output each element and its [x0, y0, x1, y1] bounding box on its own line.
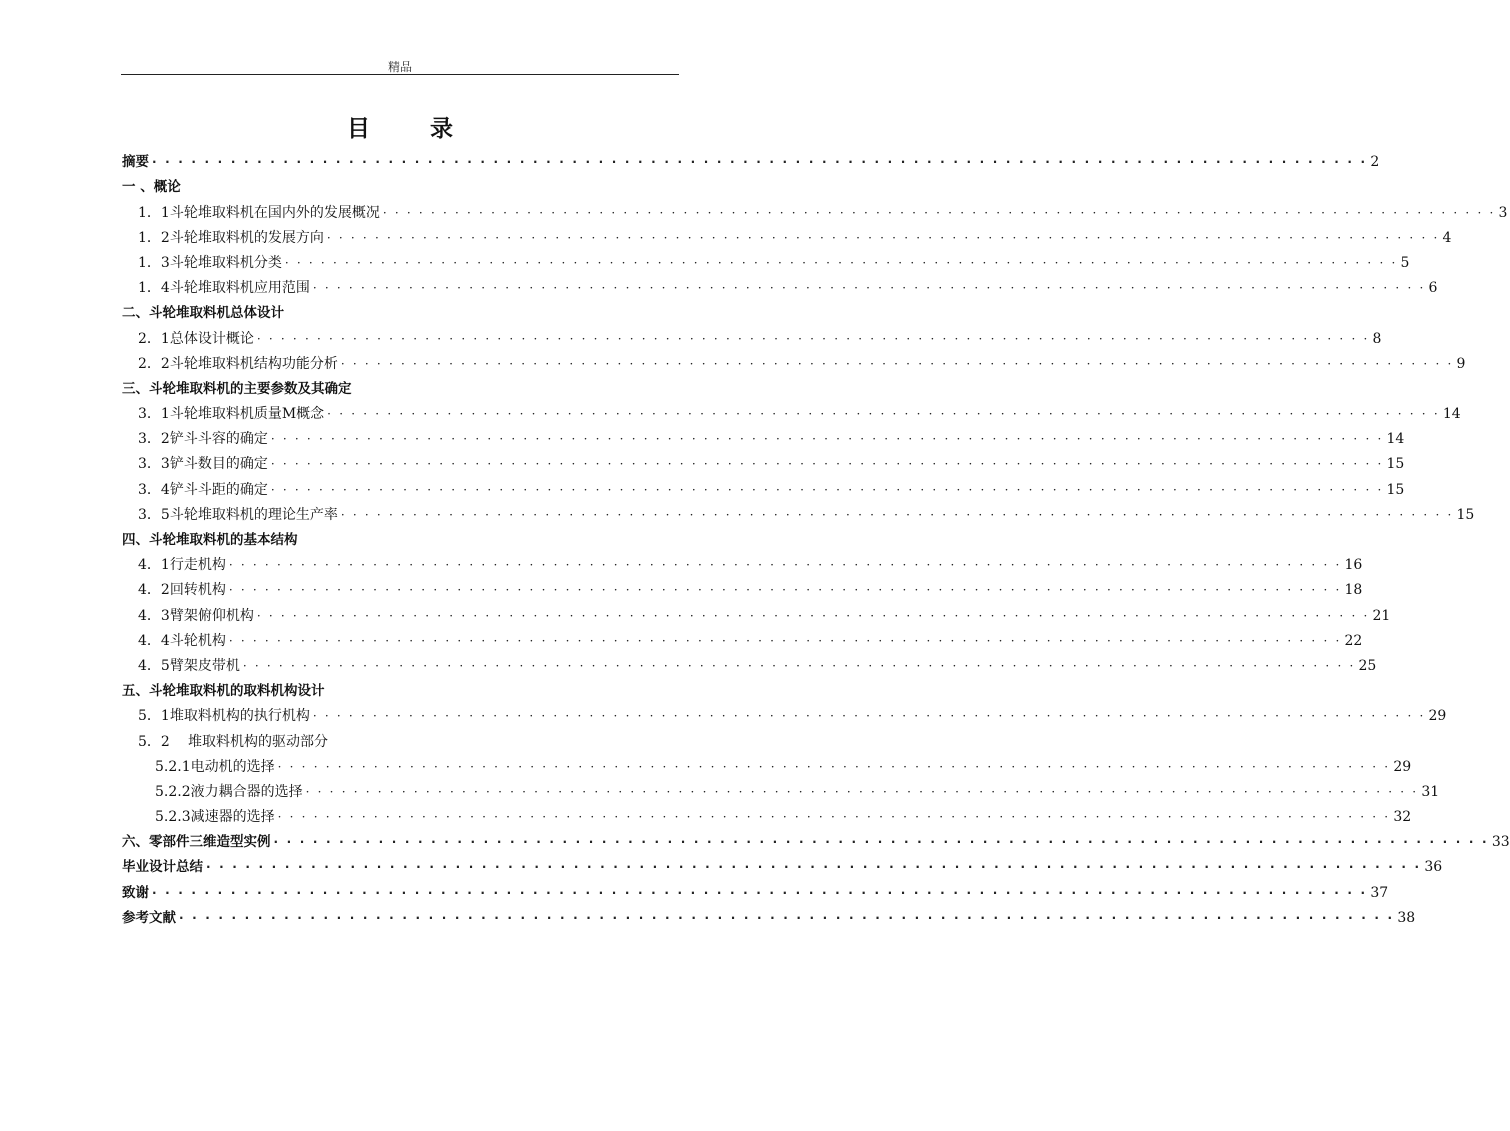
toc-entry-page: 14 [1442, 406, 1461, 423]
toc-entry-label: 液力耦合器的选择 [190, 783, 303, 800]
header-rule [121, 74, 679, 75]
toc-entry[interactable] [122, 171, 732, 196]
toc-entry-label: 一 、概论 [122, 179, 181, 196]
dot-leader: · · · · · · · · · · · · · · · · · · · · · · · · · · · · · · · · · · · · · · · · · · · · · · · · · · · · · · · · · · · · · · · · · · · · · · · · · · · · · · · · · · · · · · · · · · · · · [179, 910, 1395, 925]
toc-entry-number: 2．1 [138, 330, 170, 347]
toc-entry-page: 25 [1358, 657, 1377, 674]
toc-entry[interactable] [122, 675, 732, 700]
toc-entry-page: 8 [1372, 330, 1382, 347]
dot-leader: · · · · · · · · · · · · · · · · · · · · · · · · · · · · · · · · · · · · · · · · · · · · · · · · · · · · · · · · · · · · · · · · · · · · · · · · · · · · · · · · · · · · · · · · · · · · · [273, 835, 1489, 850]
toc-entry-label: 致谢 [122, 884, 149, 901]
toc-entry-label: 毕业设计总结 [122, 859, 203, 876]
toc-entry-label: 五、斗轮堆取料机的取料机构设计 [122, 683, 325, 700]
toc-entry-label: 电动机的选择 [190, 758, 275, 775]
toc-entry[interactable] [122, 725, 732, 750]
toc-entry-number: 1．1 [138, 204, 170, 221]
dot-leader: · · · · · · · · · · · · · · · · · · · · · · · · · · · · · · · · · · · · · · · · · · · · · · · · · · · · · · · · · · · · · · · · · · · · · · · · · · · · · · · · · · · · · · · · · · · · · [312, 709, 1426, 724]
dot-leader: · · · · · · · · · · · · · · · · · · · · · · · · · · · · · · · · · · · · · · · · · · · · · · · · · · · · · · · · · · · · · · · · · · · · · · · · · · · · · · · · · · · · · · · · · · · · · [152, 885, 1368, 900]
toc-entry-page: 31 [1421, 783, 1440, 800]
toc-entry-number: 4．4 [138, 632, 170, 649]
toc-entry-label: 斗轮堆取料机的理论生产率 [169, 506, 338, 523]
toc-entry-page: 15 [1386, 456, 1405, 473]
toc-entry-label: 堆取料机构的执行机构 [169, 708, 310, 725]
dot-leader: · · · · · · · · · · · · · · · · · · · · · · · · · · · · · · · · · · · · · · · · · · · · · · · · · · · · · · · · · · · · · · · · · · · · · · · · · · · · · · · · · · · · · · · · · · · · · [152, 155, 1368, 170]
toc-entry-page: 5 [1400, 254, 1410, 271]
page-header: 精品 [387, 60, 412, 74]
toc-entry[interactable] [122, 473, 1405, 498]
toc-entry-label: 斗轮堆取料机在国内外的发展概况 [169, 204, 380, 221]
toc-entry-page: 36 [1424, 859, 1443, 876]
toc-entry[interactable] [122, 448, 1405, 473]
toc-entry[interactable] [122, 826, 1510, 851]
dot-leader: · · · · · · · · · · · · · · · · · · · · · · · · · · · · · · · · · · · · · · · · · · · · · · · · · · · · · · · · · · · · · · · · · · · · · · · · · · · · · · · · · · · · · · · · · · · · · [277, 759, 1391, 774]
toc-entry[interactable] [122, 373, 732, 398]
toc-entry-number: 3．3 [138, 456, 170, 473]
toc-entry-number: 1．2 [138, 229, 170, 246]
dot-leader: · · · · · · · · · · · · · · · · · · · · · · · · · · · · · · · · · · · · · · · · · · · · · · · · · · · · · · · · · · · · · · · · · · · · · · · · · · · · · · · · · · · · · · · · · · · · · [206, 860, 1422, 875]
toc-entry[interactable] [122, 322, 1382, 347]
toc-entry[interactable] [122, 222, 1452, 247]
toc-entry-label: 参考文献 [122, 909, 176, 926]
toc-entry[interactable] [122, 876, 1389, 901]
toc-entry[interactable] [122, 196, 1508, 221]
toc-entry-label: 二、斗轮堆取料机总体设计 [122, 305, 284, 322]
toc-entry[interactable] [122, 423, 1405, 448]
toc-entry-page: 29 [1393, 758, 1412, 775]
toc-entry[interactable] [122, 398, 1461, 423]
toc-entry-number: 5．1 [138, 708, 170, 725]
toc-entry-number: 3．4 [138, 481, 170, 498]
table-of-contents [122, 146, 1510, 927]
toc-entry-label: 臂架俯仰机构 [169, 607, 254, 624]
toc-entry-label: 六、零部件三维造型实例 [122, 834, 271, 851]
toc-entry-page: 14 [1386, 431, 1405, 448]
dot-leader: · · · · · · · · · · · · · · · · · · · · · · · · · · · · · · · · · · · · · · · · · · · · · · · · · · · · · · · · · · · · · · · · · · · · · · · · · · · · · · · · · · · · · · · · · · · · · [277, 810, 1391, 825]
toc-entry-label: 铲斗斗容的确定 [169, 431, 268, 448]
dot-leader: · · · · · · · · · · · · · · · · · · · · · · · · · · · · · · · · · · · · · · · · · · · · · · · · · · · · · · · · · · · · · · · · · · · · · · · · · · · · · · · · · · · · · · · · · · · · · [228, 633, 1342, 648]
dot-leader: · · · · · · · · · · · · · · · · · · · · · · · · · · · · · · · · · · · · · · · · · · · · · · · · · · · · · · · · · · · · · · · · · · · · · · · · · · · · · · · · · · · · · · · · · · · · · [340, 356, 1454, 371]
dot-leader: · · · · · · · · · · · · · · · · · · · · · · · · · · · · · · · · · · · · · · · · · · · · · · · · · · · · · · · · · · · · · · · · · · · · · · · · · · · · · · · · · · · · · · · · · · · · · [270, 432, 1384, 447]
toc-entry-number: 4．2 [138, 582, 170, 599]
toc-entry-page: 4 [1442, 229, 1452, 246]
dot-leader: · · · · · · · · · · · · · · · · · · · · · · · · · · · · · · · · · · · · · · · · · · · · · · · · · · · · · · · · · · · · · · · · · · · · · · · · · · · · · · · · · · · · · · · · · · · · · [284, 255, 1398, 270]
toc-entry-number: 5．2 [138, 733, 170, 750]
dot-leader: · · · · · · · · · · · · · · · · · · · · · · · · · · · · · · · · · · · · · · · · · · · · · · · · · · · · · · · · · · · · · · · · · · · · · · · · · · · · · · · · · · · · · · · · · · · · · [327, 407, 1440, 422]
toc-entry[interactable] [122, 751, 1412, 776]
toc-entry[interactable] [122, 625, 1363, 650]
toc-entry[interactable] [122, 348, 1466, 373]
toc-entry-label: 总体设计概论 [169, 330, 254, 347]
toc-entry-page: 6 [1428, 280, 1438, 297]
toc-entry-label: 减速器的选择 [190, 809, 275, 826]
toc-title: 目 录 [346, 116, 479, 142]
toc-entry-number: 2．2 [138, 355, 170, 372]
toc-entry[interactable] [122, 549, 1363, 574]
toc-entry-label: 斗轮堆取料机的发展方向 [169, 229, 324, 246]
toc-entry[interactable] [122, 247, 1410, 272]
toc-entry-label: 斗轮堆取料机分类 [169, 254, 282, 271]
toc-entry-number: 1．3 [138, 254, 170, 271]
toc-entry[interactable] [122, 297, 732, 322]
toc-entry-page: 29 [1428, 708, 1447, 725]
toc-entry-label: 摘要 [122, 154, 149, 171]
dot-leader: · · · · · · · · · · · · · · · · · · · · · · · · · · · · · · · · · · · · · · · · · · · · · · · · · · · · · · · · · · · · · · · · · · · · · · · · · · · · · · · · · · · · · · · · · · · · · [228, 583, 1342, 598]
toc-entry[interactable] [122, 499, 1475, 524]
toc-entry-page: 15 [1456, 506, 1475, 523]
dot-leader: · · · · · · · · · · · · · · · · · · · · · · · · · · · · · · · · · · · · · · · · · · · · · · · · · · · · · · · · · · · · · · · · · · · · · · · · · · · · · · · · · · · · · · · · · · · · · [312, 281, 1426, 296]
toc-entry-label: 堆取料机构的驱动部分 [188, 733, 328, 750]
toc-entry[interactable] [122, 700, 1447, 725]
toc-entry[interactable] [122, 146, 1380, 171]
toc-entry-page: 38 [1397, 909, 1416, 926]
toc-entry[interactable] [122, 776, 1440, 801]
toc-entry-page: 3 [1498, 204, 1508, 221]
toc-entry-label: 三、斗轮堆取料机的主要参数及其确定 [122, 380, 352, 397]
dot-leader: · · · · · · · · · · · · · · · · · · · · · · · · · · · · · · · · · · · · · · · · · · · · · · · · · · · · · · · · · · · · · · · · · · · · · · · · · · · · · · · · · · · · · · · · · · · · · [340, 507, 1454, 522]
toc-entry[interactable] [122, 599, 1391, 624]
toc-entry-page: 2 [1370, 154, 1380, 171]
toc-entry-page: 37 [1370, 884, 1389, 901]
toc-entry[interactable] [122, 851, 1443, 876]
toc-entry-number: 5.2.1 [155, 758, 191, 775]
toc-entry-number: 3．5 [138, 506, 170, 523]
toc-entry-page: 16 [1344, 557, 1363, 574]
toc-entry[interactable] [122, 272, 1438, 297]
toc-entry[interactable] [122, 801, 1412, 826]
toc-entry-number: 1．4 [138, 280, 170, 297]
toc-entry-number: 5.2.3 [155, 809, 191, 826]
toc-entry-label: 斗轮堆取料机应用范围 [169, 280, 310, 297]
dot-leader: · · · · · · · · · · · · · · · · · · · · · · · · · · · · · · · · · · · · · · · · · · · · · · · · · · · · · · · · · · · · · · · · · · · · · · · · · · · · · · · · · · · · · · · · · · · · · [326, 230, 1440, 245]
toc-entry-label: 斗轮堆取料机结构功能分析 [169, 355, 338, 372]
toc-entry[interactable] [122, 902, 1416, 927]
toc-entry-number: 4．3 [138, 607, 170, 624]
dot-leader: · · · · · · · · · · · · · · · · · · · · · · · · · · · · · · · · · · · · · · · · · · · · · · · · · · · · · · · · · · · · · · · · · · · · · · · · · · · · · · · · · · · · · · · · · · · · · [270, 482, 1384, 497]
toc-entry-page: 15 [1386, 481, 1405, 498]
dot-leader: · · · · · · · · · · · · · · · · · · · · · · · · · · · · · · · · · · · · · · · · · · · · · · · · · · · · · · · · · · · · · · · · · · · · · · · · · · · · · · · · · · · · · · · · · · · · · [256, 331, 1370, 346]
dot-leader: · · · · · · · · · · · · · · · · · · · · · · · · · · · · · · · · · · · · · · · · · · · · · · · · · · · · · · · · · · · · · · · · · · · · · · · · · · · · · · · · · · · · · · · · · · · · · [256, 608, 1370, 623]
dot-leader: · · · · · · · · · · · · · · · · · · · · · · · · · · · · · · · · · · · · · · · · · · · · · · · · · · · · · · · · · · · · · · · · · · · · · · · · · · · · · · · · · · · · · · · · · · · · · [382, 205, 1496, 220]
dot-leader: · · · · · · · · · · · · · · · · · · · · · · · · · · · · · · · · · · · · · · · · · · · · · · · · · · · · · · · · · · · · · · · · · · · · · · · · · · · · · · · · · · · · · · · · · · · · · [242, 658, 1356, 673]
toc-entry-page: 21 [1372, 607, 1391, 624]
toc-entry-label: 铲斗数目的确定 [169, 456, 268, 473]
toc-entry-number: 4．1 [138, 557, 170, 574]
toc-entry-page: 9 [1456, 355, 1466, 372]
toc-entry-page: 22 [1344, 632, 1363, 649]
toc-entry-label: 四、斗轮堆取料机的基本结构 [122, 532, 298, 548]
toc-entry-page: 18 [1344, 582, 1363, 599]
toc-entry-label: 回转机构 [169, 582, 226, 599]
toc-entry-number: 4．5 [138, 657, 170, 674]
toc-entry[interactable] [122, 524, 732, 549]
toc-entry-label: 斗轮机构 [169, 632, 226, 649]
toc-entry-page: 32 [1393, 809, 1412, 826]
toc-entry-label: 行走机构 [169, 557, 226, 574]
toc-entry[interactable] [122, 574, 1363, 599]
toc-entry-label: 臂架皮带机 [169, 657, 240, 674]
toc-entry-page: 33 [1491, 834, 1510, 851]
toc-entry-number: 3．2 [138, 431, 170, 448]
toc-entry-label: 铲斗斗距的确定 [169, 481, 268, 498]
toc-entry-number: 5.2.2 [155, 783, 191, 800]
toc-entry[interactable] [122, 650, 1377, 675]
toc-entry-label: 斗轮堆取料机质量M概念 [169, 406, 325, 423]
toc-entry-number: 3．1 [138, 406, 170, 423]
dot-leader: · · · · · · · · · · · · · · · · · · · · · · · · · · · · · · · · · · · · · · · · · · · · · · · · · · · · · · · · · · · · · · · · · · · · · · · · · · · · · · · · · · · · · · · · · · · · · [305, 784, 1419, 799]
dot-leader: · · · · · · · · · · · · · · · · · · · · · · · · · · · · · · · · · · · · · · · · · · · · · · · · · · · · · · · · · · · · · · · · · · · · · · · · · · · · · · · · · · · · · · · · · · · · · [228, 558, 1342, 573]
dot-leader: · · · · · · · · · · · · · · · · · · · · · · · · · · · · · · · · · · · · · · · · · · · · · · · · · · · · · · · · · · · · · · · · · · · · · · · · · · · · · · · · · · · · · · · · · · · · · [270, 457, 1384, 472]
